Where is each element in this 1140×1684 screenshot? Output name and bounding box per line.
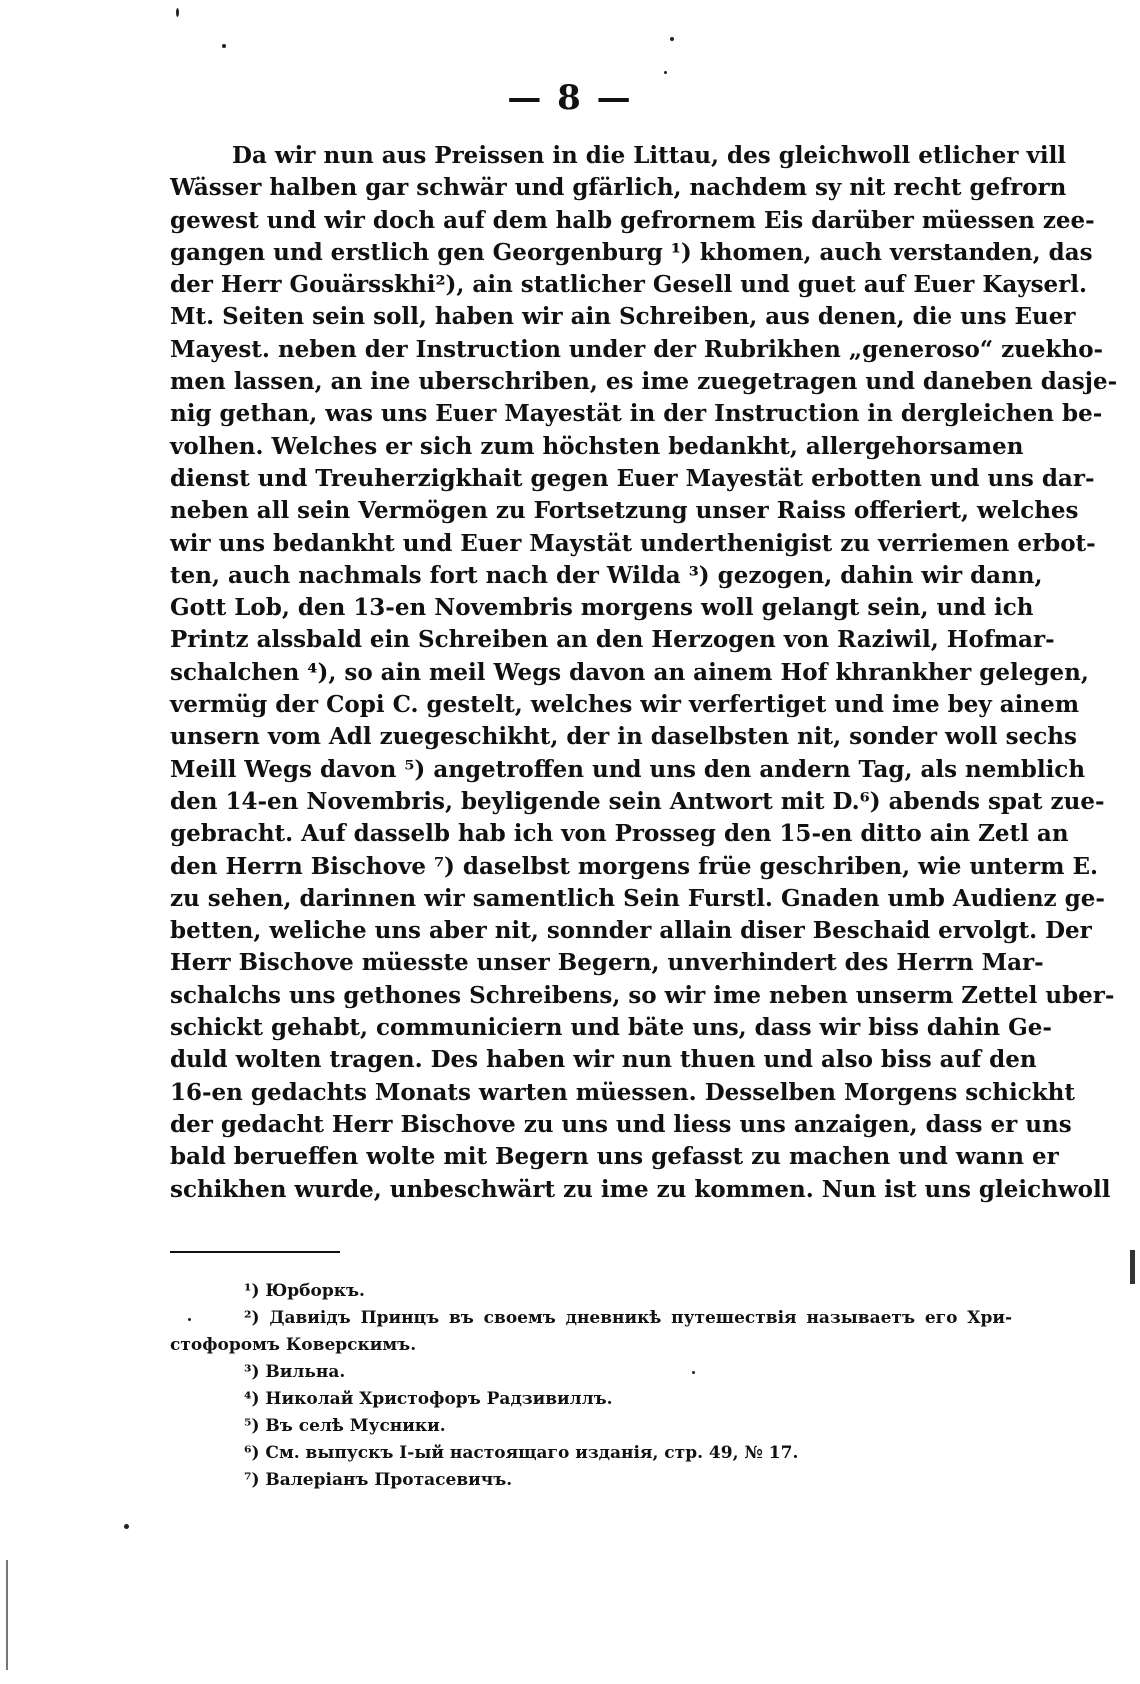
body-line: wir uns bedankht und Euer Maystät underthenigist zu verriemen erbot-	[170, 529, 1096, 557]
footnote-continuation: стофоромъ Коверскимъ.	[170, 1335, 417, 1355]
footnotes	[170, 1278, 1012, 1494]
body-line: bald berueffen wolte mit Begern uns gefasst zu machen und wann er	[170, 1143, 1059, 1171]
footnote: ⁵) Въ селѣ Мусники.	[244, 1416, 446, 1436]
footnote: ⁷) Валеріанъ Протасевичъ.	[244, 1470, 513, 1490]
body-line: ten, auch nachmals fort nach der Wilda ³) gezogen, dahin wir dann,	[170, 561, 1043, 589]
body-line: gewest und wir doch auf dem halb gefrornem Eis darüber müessen zee-	[170, 206, 1095, 234]
body-line: betten, weliche uns aber nit, sonnder allain diser Beschaid ervolgt. Der	[170, 917, 1092, 945]
body-line: zu sehen, darinnen wir samentlich Sein Furstl. Gnaden umb Audienz ge-	[170, 884, 1105, 912]
scan-speck	[692, 1371, 695, 1374]
scan-edge-mark	[1130, 1250, 1135, 1284]
body-line: dienst und Treuherzigkhait gegen Euer Mayestät erbotten und uns dar-	[170, 464, 1095, 492]
body-line: vermüg der Copi C. gestelt, welches wir verfertiget und ime bey ainem	[170, 691, 1080, 719]
body-line: schickt gehabt, communiciern und bäte uns, dass wir biss dahin Ge-	[170, 1014, 1052, 1042]
body-line: men lassen, an ine uberschriben, es ime zuegetragen und daneben dasje-	[170, 368, 1118, 396]
body-line: der gedacht Herr Bischove zu uns und liess uns anzaigen, dass er uns	[170, 1110, 1072, 1138]
body-line: Mt. Seiten sein soll, haben wir ain Schreiben, aus denen, die uns Euer	[170, 303, 1076, 331]
scan-speck	[222, 44, 226, 48]
body-line: gebracht. Auf dasselb hab ich von Prosseg den 15-en ditto ain Zetl an	[170, 820, 1069, 848]
body-line: Da wir nun aus Preissen in die Littau, des gleichwoll etlicher vill	[232, 142, 1067, 169]
body-line: duld wolten tragen. Des haben wir nun thuen und also biss auf den	[170, 1046, 1037, 1074]
body-line: unsern vom Adl zuegeschikht, der in daselbsten nit, sonder woll sechs	[170, 723, 1077, 751]
footnote-divider	[170, 1251, 340, 1253]
footnote: ¹) Юрборкъ.	[244, 1281, 365, 1301]
body-line: gangen und erstlich gen Georgenburg ¹) khomen, auch verstanden, das	[170, 238, 1093, 266]
body-line: schikhen wurde, unbeschwärt zu ime zu kommen. Nun ist uns gleichwoll	[170, 1175, 1111, 1203]
body-text	[170, 140, 1118, 1206]
body-line: den 14-en Novembris, beyligende sein Antwort mit D.⁶) abends spat zue-	[170, 787, 1105, 815]
body-line: nig gethan, was uns Euer Mayestät in der Instruction in dergleichen be-	[170, 400, 1103, 428]
footnote: ⁶) См. выпускъ I-ый настоящаго изданія, стр. 49, № 17.	[244, 1443, 799, 1463]
page-number: — 8 —	[507, 78, 633, 118]
body-line: schalchs uns gethones Schreibens, so wir ime neben unserm Zettel uber-	[170, 981, 1115, 1009]
scan-speck	[124, 1524, 129, 1529]
scan-speck	[176, 8, 179, 17]
footnote: ³) Вильна.	[244, 1362, 346, 1382]
body-line: volhen. Welches er sich zum höchsten bedankht, allergehorsamen	[170, 432, 1024, 460]
body-line: Meill Wegs davon ⁵) angetroffen und uns den andern Tag, als nemblich	[170, 755, 1086, 783]
scan-speck	[670, 37, 674, 41]
footnote: ⁴) Николай Христофоръ Радзивиллъ.	[244, 1389, 613, 1409]
body-line: 16-en gedachts Monats warten müessen. Desselben Morgens schickht	[170, 1078, 1075, 1106]
body-line: Herr Bischove müesste unser Begern, unverhindert des Herrn Mar-	[170, 949, 1044, 977]
body-line: neben all sein Vermögen zu Fortsetzung unser Raiss offeriert, welches	[170, 497, 1079, 525]
scan-speck	[664, 71, 667, 74]
body-line: Mayest. neben der Instruction under der Rubrikhen „generoso“ zuekho-	[170, 335, 1104, 363]
scan-edge-mark	[6, 1560, 8, 1670]
body-line: Printz alssbald ein Schreiben an den Herzogen von Raziwil, Hofmar-	[170, 626, 1055, 654]
scan-speck	[188, 1318, 191, 1321]
body-line: Wässer halben gar schwär und gfärlich, nachdem sy nit recht gefrorn	[170, 174, 1067, 202]
footnote: ²) Давиідъ Принцъ въ своемъ дневникѣ путешествія называетъ его Хри-	[244, 1308, 1012, 1328]
body-line: schalchen ⁴), so ain meil Wegs davon an ainem Hof khrankher gelegen,	[170, 658, 1089, 686]
body-line: den Herrn Bischove ⁷) daselbst morgens früe geschriben, wie unterm E.	[170, 852, 1099, 880]
body-line: Gott Lob, den 13-en Novembris morgens woll gelangt sein, und ich	[170, 594, 1034, 622]
body-line: der Herr Gouärsskhi²), ain statlicher Gesell und guet auf Euer Kayserl.	[170, 271, 1088, 299]
